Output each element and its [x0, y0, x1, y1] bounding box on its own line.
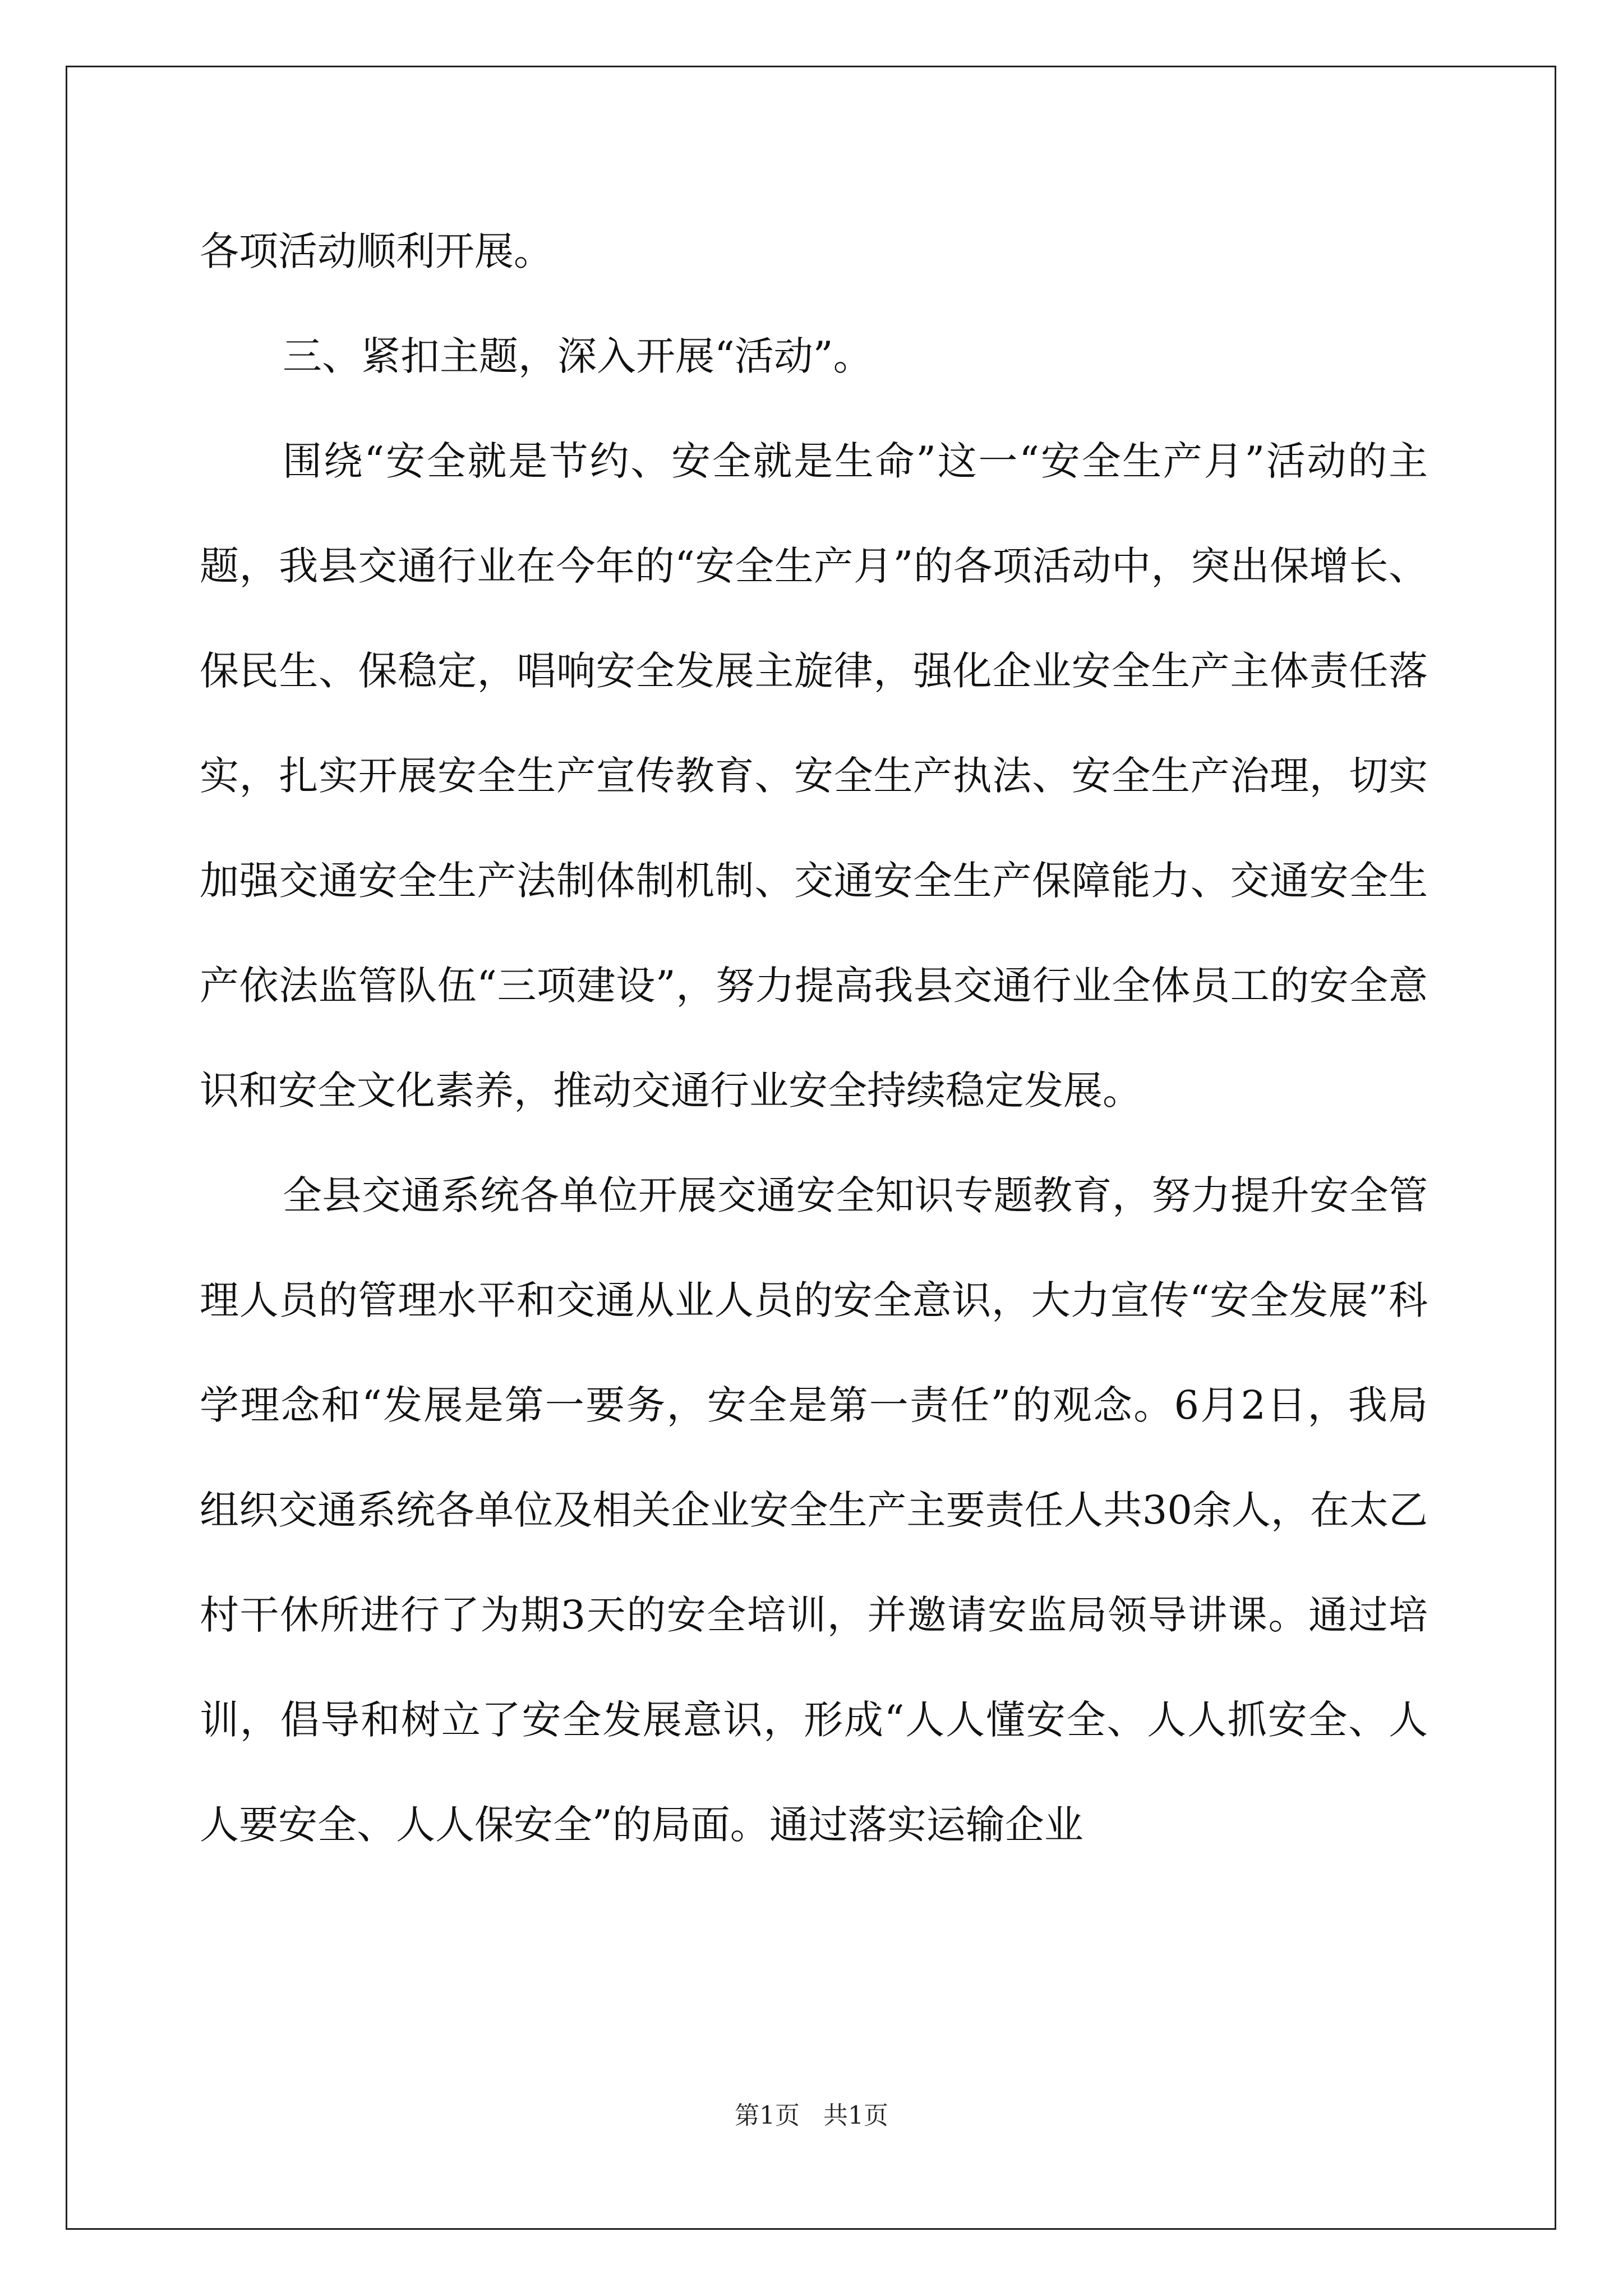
- paragraph-3: 围绕“安全就是节约、安全就是生命”这一“安全生产月”活动的主题，我县交通行业在今年的“安全生产月”的各项活动中，突出保增长、保民生、保稳定，唱响安全发展主旋律，强化企业安全生产主体责任落实，扎实开展安全生产宣传教育、安全生产执法、安全生产治理，切实加强交通安全生产法制体制机制、交通安全生产保障能力、交通安全生产依法监管队伍“三项建设”，努力提高我县交通行业全体员工的安全意识和安全文化素养，推动交通行业安全持续稳定发展。: [200, 438, 1428, 1114]
- document-body: [200, 199, 1428, 1878]
- paragraph-4: 全县交通系统各单位开展交通安全知识专题教育，努力提升安全管理人员的管理水平和交通从业人员的安全意识，大力宣传“安全发展”科学理念和“发展是第一要务，安全是第一责任”的观念。6月2日，我局组织交通系统各单位及相关企业安全生产主要责任人共30余人，在太乙村干休所进行了为期3天的安全培训，并邀请安监局领导讲课。通过培训，倡导和树立了安全发展意识，形成“人人懂安全、人人抓安全、人人要安全、人人保安全”的局面。通过落实运输企业: [200, 1172, 1428, 1848]
- page-number-footer: 第1页 共1页: [735, 2101, 888, 2130]
- paragraph-1: 各项活动顺利开展。: [200, 228, 553, 274]
- paragraph-2-heading: 三、紧扣主题，深入开展“活动”。: [283, 333, 873, 379]
